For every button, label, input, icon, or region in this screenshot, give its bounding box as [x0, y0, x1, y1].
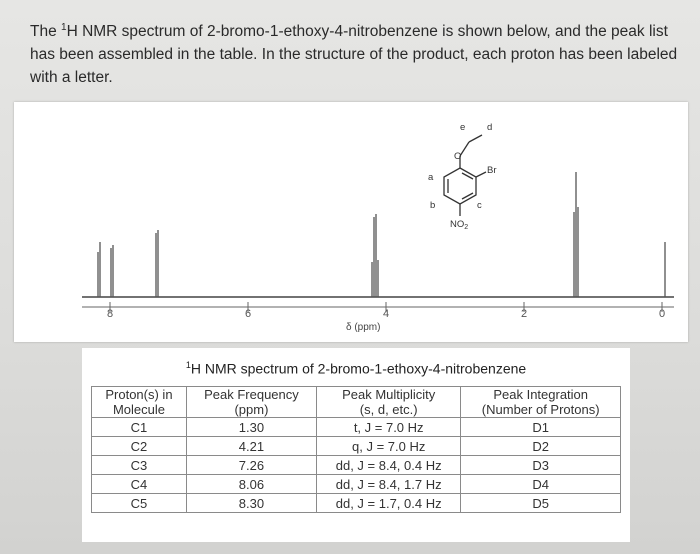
oxygen-atom-label: O: [454, 151, 462, 162]
cell-proton: C1: [92, 418, 187, 437]
cell-proton: C3: [92, 456, 187, 475]
cell-proton: C2: [92, 437, 187, 456]
cell-integration: D2: [461, 437, 621, 456]
label-c: c: [477, 200, 482, 211]
cell-multiplicity: dd, J = 1.7, 0.4 Hz: [316, 494, 460, 513]
x-tick-label: 6: [244, 308, 252, 320]
table-title: $^1$H NMR spectrum of 2-bromo-1-ethoxy-4-nitrobenzene: [185, 360, 527, 377]
x-tick-label: 2: [520, 308, 528, 320]
bromine-label: Br: [487, 165, 497, 176]
label-d: d: [487, 122, 493, 133]
table-row: [92, 418, 621, 437]
peak-table: [91, 386, 621, 513]
header-integration: Peak Integration (Number of Protons): [461, 387, 621, 418]
peak-table-panel: [82, 348, 630, 542]
peak-triplet-1-30: [574, 172, 578, 297]
nmr-spectrum-figure: [14, 102, 688, 342]
cell-proton: C4: [92, 475, 187, 494]
cell-integration: D4: [461, 475, 621, 494]
header-frequency: Peak Frequency (ppm): [186, 387, 316, 418]
peak-aromatic-8-06: [111, 245, 113, 297]
label-a: a: [428, 172, 434, 183]
table-row: [92, 437, 621, 456]
label-e: e: [460, 122, 466, 133]
table-row: [92, 456, 621, 475]
nitro-label: $NO_2$: [450, 219, 469, 231]
cell-frequency: 4.21: [186, 437, 316, 456]
cell-multiplicity: dd, J = 8.4, 0.4 Hz: [316, 456, 460, 475]
peak-aromatic-7-26: [156, 230, 158, 297]
cell-frequency: 1.30: [186, 418, 316, 437]
peak-aromatic-8-3: [98, 242, 100, 297]
x-tick-label: 8: [106, 308, 114, 320]
x-axis-label: δ (ppm): [346, 322, 381, 333]
header-proton: Proton(s) in Molecule: [92, 387, 187, 418]
cell-integration: D3: [461, 456, 621, 475]
cell-multiplicity: t, J = 7.0 Hz: [316, 418, 460, 437]
table-header-row: [92, 387, 621, 418]
x-tick-label: 0: [658, 308, 666, 320]
header-multiplicity: Peak Multiplicity (s, d, etc.): [316, 387, 460, 418]
cell-proton: C5: [92, 494, 187, 513]
cell-integration: D5: [461, 494, 621, 513]
question-intro-text: The $^1$H NMR spectrum of 2-bromo-1-ethoxy-4-nitrobenzene is shown below, and the peak list has been assembled in the table. In the structure of the product, each proton has been labeled with a letter.: [30, 22, 678, 87]
table-row: [92, 494, 621, 513]
cell-integration: D1: [461, 418, 621, 437]
cell-frequency: 7.26: [186, 456, 316, 475]
peak-quartet-4-21: [372, 214, 378, 297]
cell-frequency: 8.30: [186, 494, 316, 513]
label-b: b: [430, 200, 436, 211]
cell-frequency: 8.06: [186, 475, 316, 494]
table-row: [92, 475, 621, 494]
x-tick-label: 4: [382, 308, 390, 320]
cell-multiplicity: dd, J = 8.4, 1.7 Hz: [316, 475, 460, 494]
cell-multiplicity: q, J = 7.0 Hz: [316, 437, 460, 456]
nmr-spectrum-svg: [14, 102, 688, 342]
